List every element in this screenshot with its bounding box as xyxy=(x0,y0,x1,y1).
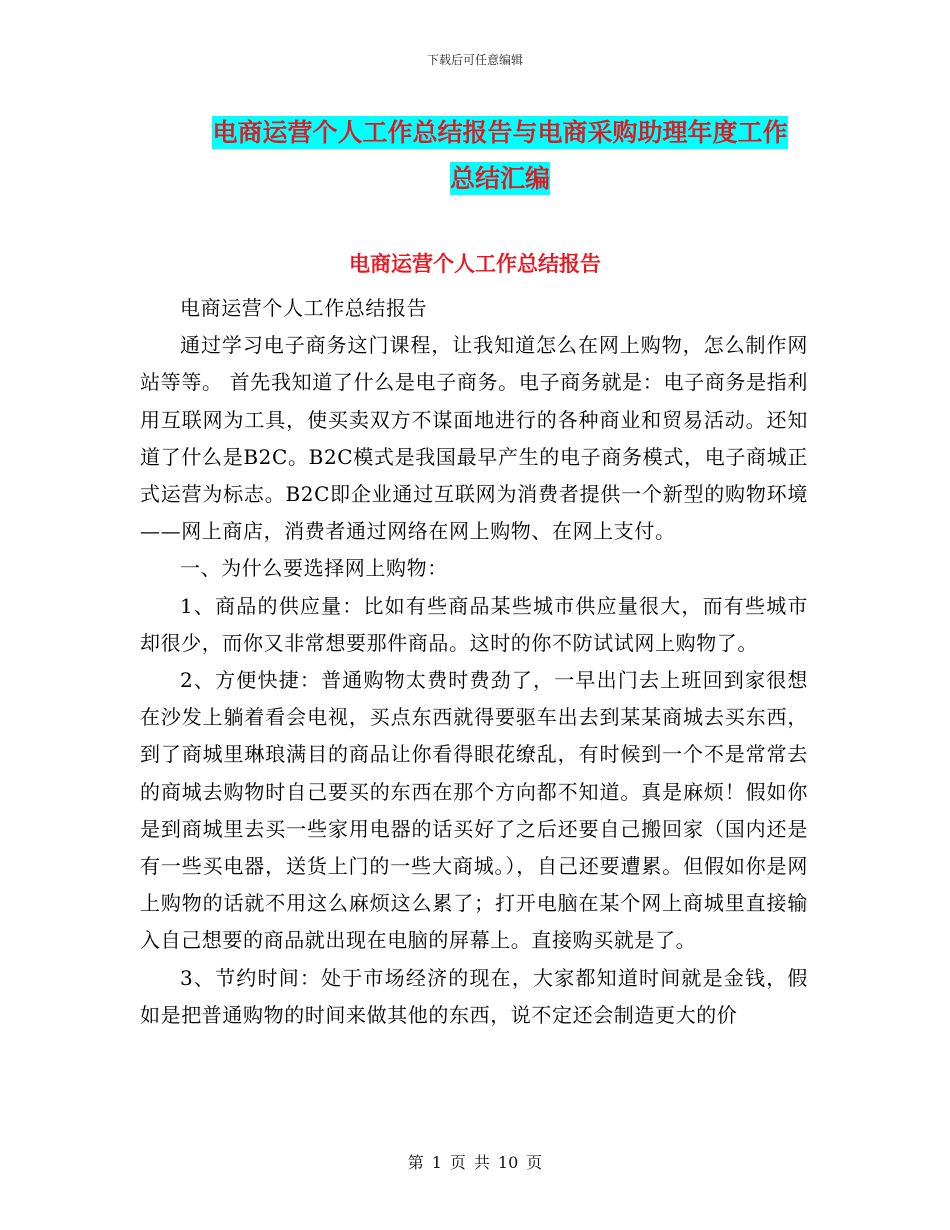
footer-suffix: 页 xyxy=(526,1153,543,1172)
page-footer xyxy=(0,1152,950,1174)
footer-total-label: 共 xyxy=(473,1153,490,1172)
document-title-line2: 总结汇编 xyxy=(449,164,550,193)
paragraph-point-2: 2、方便快捷：普通购物太费时费劲了，一早出门去上班回到家很想在沙发上躺着看会电视，买点东西就得要驱车出去到某某商城去买东西，到了商城里琳琅满目的商品让你看得眼花缭乱，有时候到一个不是常常去的商城去购物时自己要买的东西在那个方向都不知道。真是麻烦！假如你是到商城里去买一些家用电器的话买好了之后还要自己搬回家（国内还是有一些买电器，送货上门的一些大商城。），自己还要遭累。但假如你是网上购物的话就不用这么麻烦这么累了；打开电脑在某个网上商城里直接输入自己想要的商品就出现在电脑的屏幕上。直接购买就是了。 xyxy=(140,668,808,953)
paragraph-intro: 通过学习电子商务这门课程，让我知道怎么在网上购物，怎么制作网站等等。 首先我知道了什么是电子商务。电子商务就是：电子商务是指利用互联网为工具，使买卖双方不谋面地进行的各种商业和贸易活动。还知道了什么是B2C。B2C模式是我国最早产生的电子商务模式，电子商城正式运营为标志。B2C即企业通过互联网为消费者提供一个新型的购物环境——网上商店，消费者通过网络在网上购物、在网上支付。 xyxy=(140,333,808,544)
paragraph-point-1: 1、商品的供应量：比如有些商品某些城市供应量很大，而有些城市却很少，而你又非常想要那件商品。这时的你不防试试网上购物了。 xyxy=(140,593,808,655)
paragraph-subtitle: 电商运营个人工作总结报告 xyxy=(180,296,428,320)
paragraph-point-3: 3、节约时间：处于市场经济的现在，大家都知道时间就是金钱，假如是把普通购物的时间来做其他的东西，说不定还会制造更大的价 xyxy=(140,965,808,1027)
footer-prefix: 第 xyxy=(407,1153,424,1172)
document-title xyxy=(140,110,860,202)
footer-total-pages: 10 xyxy=(497,1153,519,1172)
footer-page-number: 1 xyxy=(431,1153,442,1172)
footer-page-label: 页 xyxy=(449,1153,466,1172)
header-note: 下载后可任意编辑 xyxy=(426,53,523,67)
document-body xyxy=(140,290,808,1034)
section-title: 电商运营个人工作总结报告 xyxy=(349,252,601,276)
paragraph-heading-why: 一、为什么要选择网上购物： xyxy=(180,556,448,581)
document-title-line1: 电商运营个人工作总结报告与电商采购助理年度工作 xyxy=(212,118,788,147)
